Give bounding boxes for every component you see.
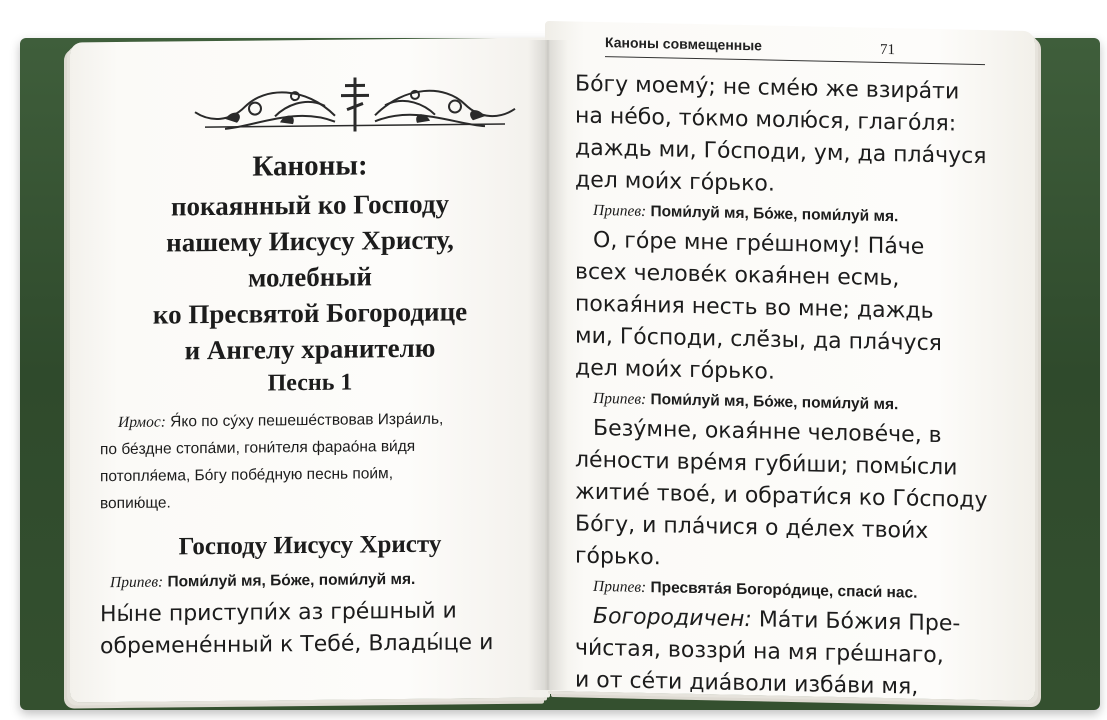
refrain1-label: Припев: xyxy=(593,201,647,220)
subtitle-line-1: покаянный ко Господу xyxy=(171,188,449,222)
stanza3-line-3: житие́ твое́, и обрати́ся ко Го́споду xyxy=(575,479,988,514)
stanza1-line-1: Бо́гу моему́; не сме́ю же взира́ти xyxy=(575,71,960,105)
song-heading: Песнь 1 xyxy=(267,369,353,397)
irmos-label: Ирмос: xyxy=(118,413,166,432)
refrain-text: Поми́луй мя, Бо́же, поми́луй мя. xyxy=(167,570,416,591)
stanza2-line-1: О, го́ре мне гре́шному! Па́че xyxy=(593,227,925,260)
stanza2-line-4: ми, Го́споди, слё́зы, да пла́чуся xyxy=(575,323,942,357)
stanza4-line-1 xyxy=(593,604,960,637)
irmos-text-1: Я́ко по су́ху пешеше́ствовав Изра́иль, xyxy=(170,410,444,431)
stanza4-line-2: чи́стая, воззри́ на мя гре́шнаго, xyxy=(575,635,944,669)
stanza3-line-5: го́рько. xyxy=(575,543,661,571)
section-heading: Господу Иисусу Христу xyxy=(178,530,442,561)
refrain3-line xyxy=(593,578,917,603)
stanza3-line-4: Бо́гу, и пла́чися о де́лех твои́х xyxy=(575,511,929,544)
left-page xyxy=(70,37,550,702)
theotokion-label: Богородичен: xyxy=(593,603,752,633)
subtitle-line-2: нашему Иисусу Христу, xyxy=(166,224,454,258)
ornament-header-image xyxy=(185,64,525,140)
stanza2-line-3: покая́ния несть во мне; даждь xyxy=(575,291,934,325)
stanza1-line-4: дел мои́х го́рько. xyxy=(575,167,775,197)
stanza1-line-3: даждь ми, Го́споди, ум, да пла́чуся xyxy=(575,135,987,170)
subtitle-line-4: ко Пресвятой Богородице xyxy=(152,296,468,330)
irmos-line-4: вопию́ще. xyxy=(100,494,171,513)
right-page xyxy=(545,21,1035,701)
irmos-line-2: по бе́здне стопа́ми, гони́теля фарао́на ви́дя xyxy=(100,437,416,459)
stanza2-line-2: всех челове́к окая́нен есмь, xyxy=(575,259,900,292)
refrain2-label: Припев: xyxy=(593,389,647,408)
running-head: Каноны совмещенные xyxy=(605,34,762,54)
stanza3-line-2: ле́ности вре́мя губи́ши; помы́сли xyxy=(575,447,958,481)
irmos-line-3: потопля́ема, Бо́гу побе́дную песнь пои́м, xyxy=(100,465,394,486)
refrain3-label: Припев: xyxy=(593,577,647,596)
refrain2-text: Поми́луй мя, Бо́же, поми́луй мя. xyxy=(650,391,899,414)
irmos-line-1 xyxy=(118,411,443,432)
refrain2-line xyxy=(593,390,898,414)
stanza4-line-3: и от се́ти диа́воли изба́ви мя, xyxy=(575,667,919,700)
refrain-label: Припев: xyxy=(110,573,164,592)
refrain-line xyxy=(110,571,415,592)
page-number: 71 xyxy=(880,41,895,59)
stanza4-text-1: Ма́ти Бо́жия Пре- xyxy=(758,607,961,637)
body-line-1: Ны́не приступи́х аз гре́шный и xyxy=(100,598,457,628)
stanza3-line-1: Безу́мне, окая́нне челове́че, в xyxy=(593,415,942,449)
refrain3-text: Пресвята́я Богоро́дице, спаси́ нас. xyxy=(650,579,918,602)
body-line-2: обремене́нный к Тебе́, Влады́це и xyxy=(100,630,494,660)
stanza2-line-5: дел мои́х го́рько. xyxy=(575,355,775,385)
stanza1-line-2: на не́бо, то́кмо молю́ся, глаго́ля: xyxy=(575,103,957,137)
refrain1-line xyxy=(593,202,898,226)
page-title: Каноны: xyxy=(252,149,368,183)
subtitle-line-5: и Ангелу хранителю xyxy=(184,332,436,366)
refrain1-text: Поми́луй мя, Бо́же, поми́луй мя. xyxy=(650,203,899,226)
subtitle-line-3: молебный xyxy=(247,261,372,293)
